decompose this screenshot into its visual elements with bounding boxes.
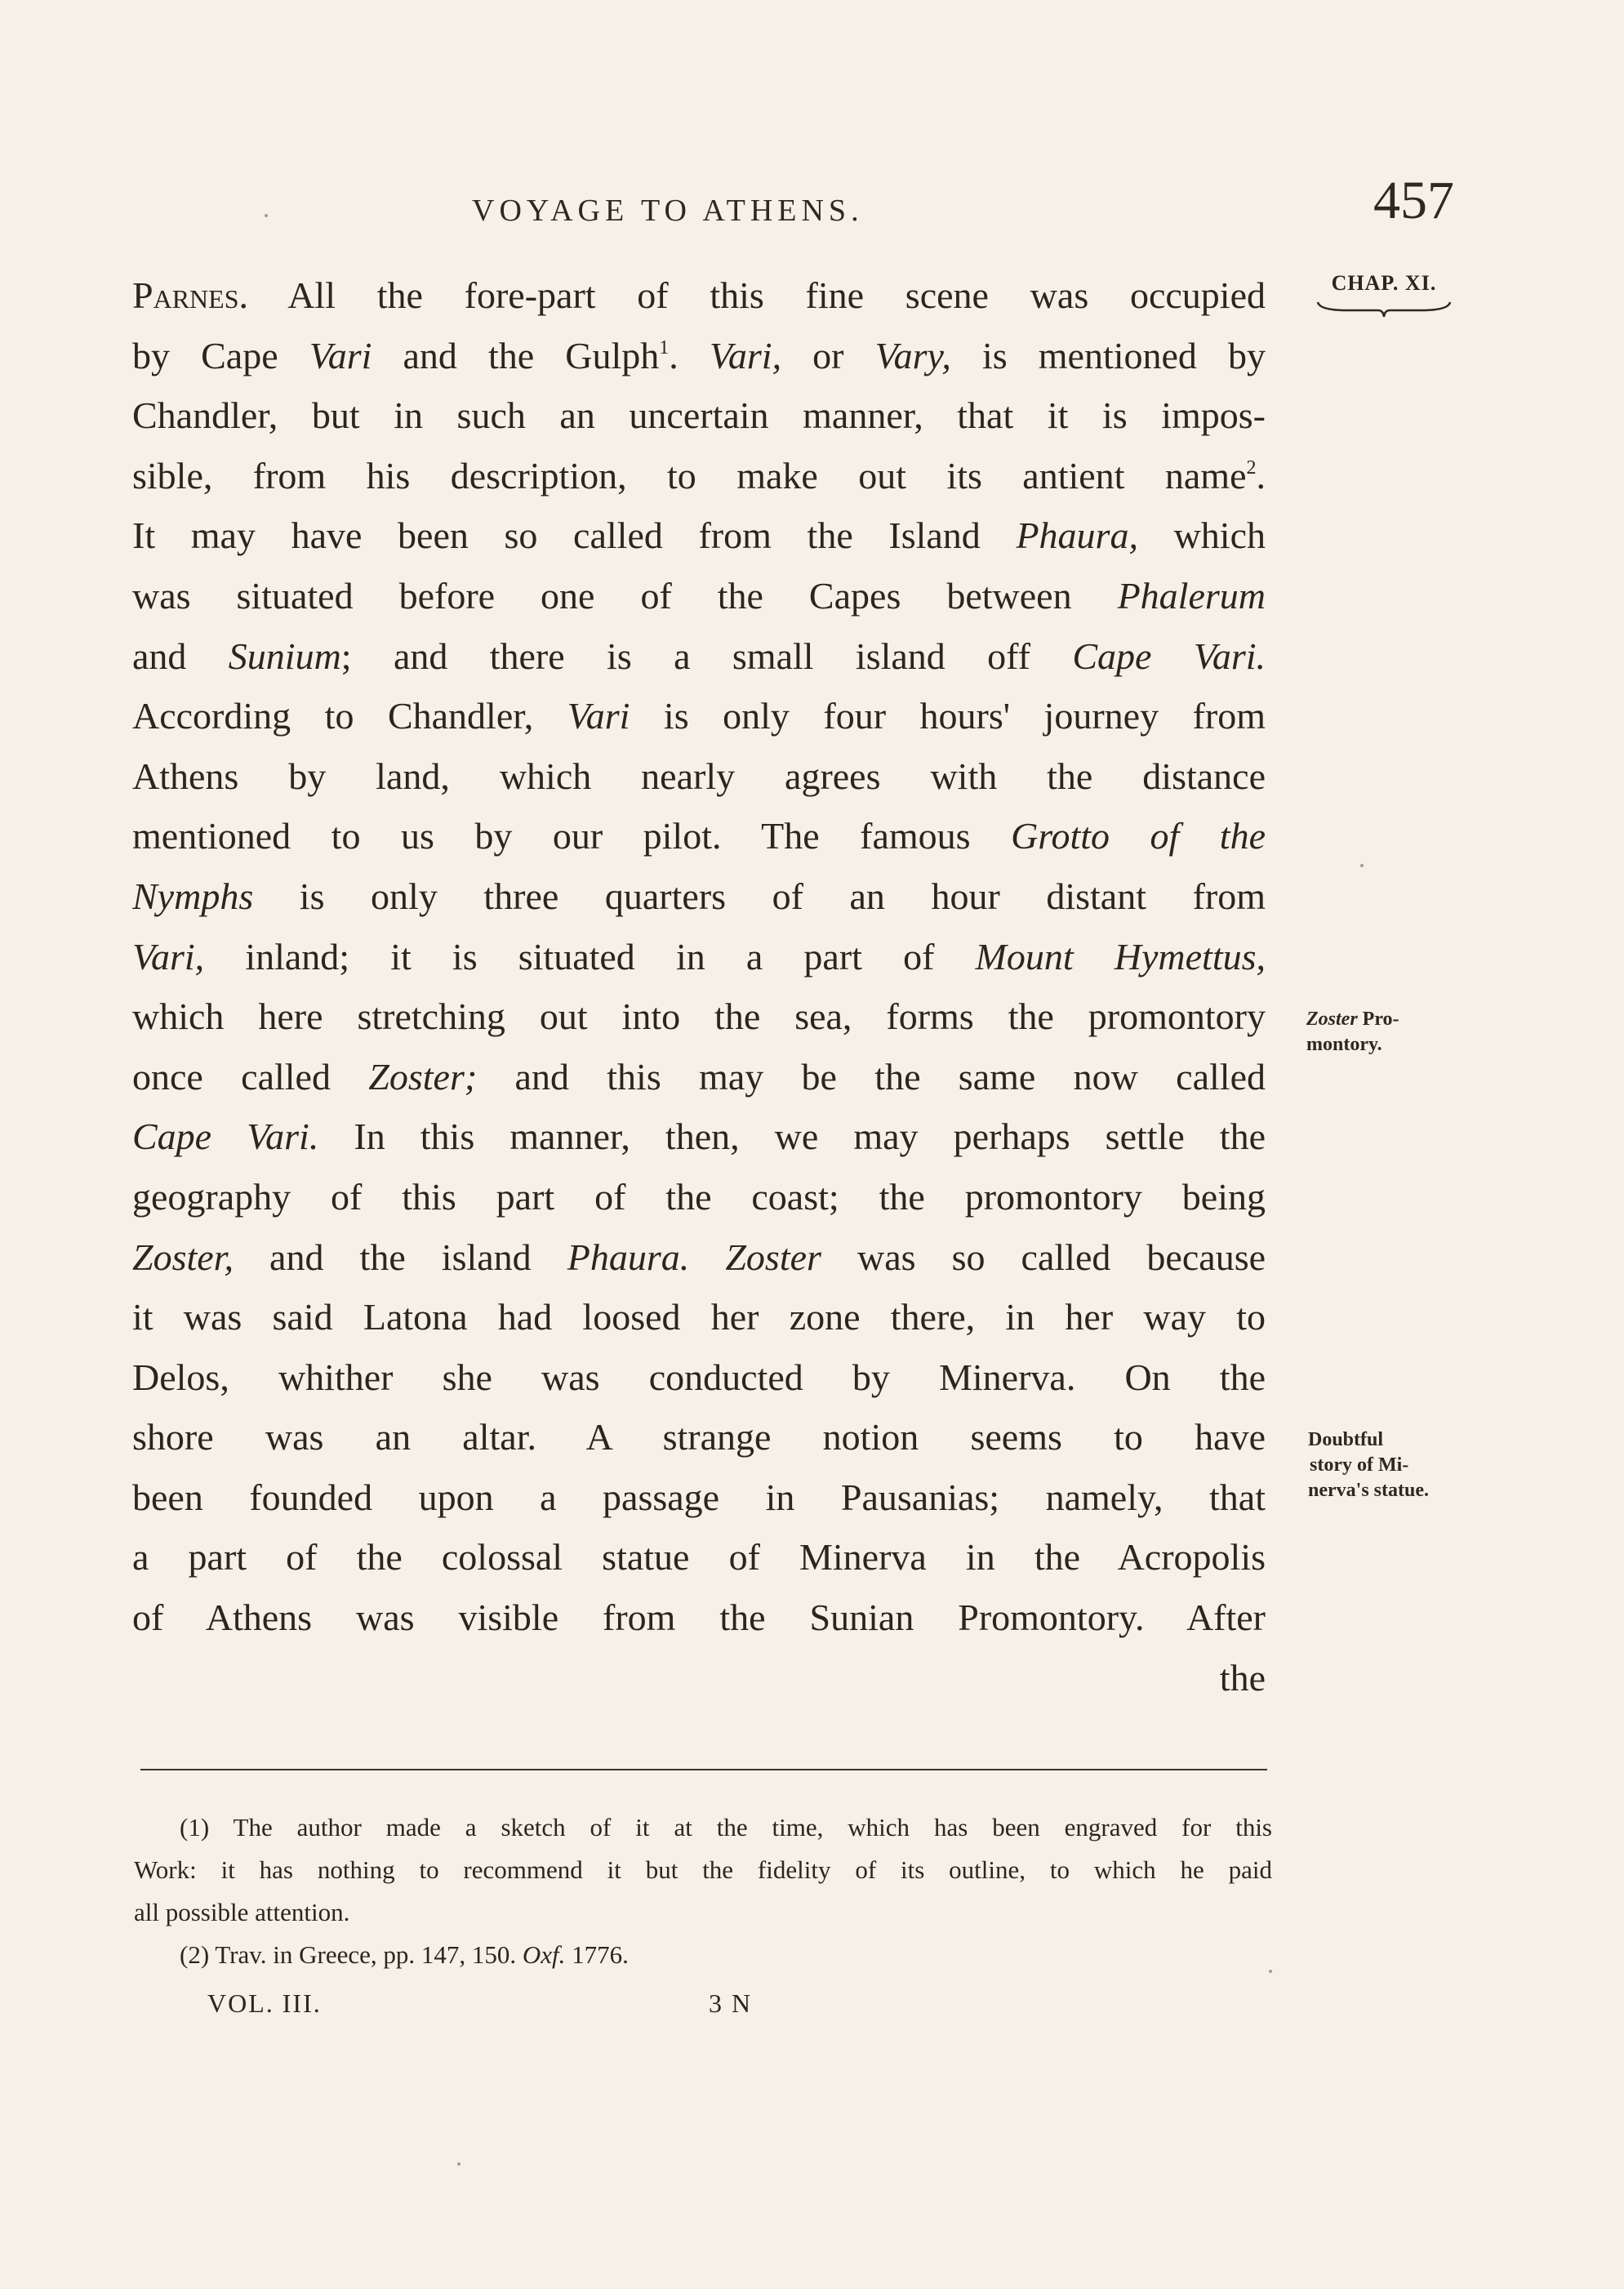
text-run: It may have been so called from the Island	[132, 514, 1017, 557]
text-run: the	[1219, 1656, 1266, 1699]
body-line	[132, 1287, 1266, 1347]
italic-term: Phalerum	[1117, 574, 1266, 617]
body-line	[132, 626, 1266, 687]
paper-speck	[1360, 864, 1364, 867]
text-run: According to Chandler,	[132, 695, 567, 737]
footnote-line: Work: it has nothing to recommend it but the fidelity of its outline, to which he paid	[134, 1855, 1272, 1884]
body-line	[132, 927, 1266, 987]
italic-term: Vari,	[709, 334, 782, 376]
text-run: a part of the colossal statue of Minerva in the Acropolis	[132, 1536, 1266, 1579]
text-run: and this may be the same now called	[477, 1055, 1266, 1098]
brace-icon	[1315, 299, 1453, 318]
italic-term: Grotto of the	[1011, 815, 1266, 857]
footnotes	[134, 1806, 1272, 1976]
body-text	[132, 265, 1266, 1708]
side-note-doubtful	[1308, 1427, 1429, 1503]
text-run: shore was an altar. A strange notion seems to have	[132, 1416, 1266, 1458]
footnote-line: (1) The author made a sketch of it at the time, which has been engraved for this	[180, 1813, 1272, 1841]
text-run: and the island	[233, 1236, 567, 1278]
side-note-italic: Zoster	[1306, 1009, 1358, 1030]
text-run: it was said Latona had loosed her zone there, in her way to	[132, 1296, 1266, 1338]
text-run	[689, 1236, 725, 1278]
paper-speck	[265, 214, 268, 217]
side-note-text: Pro-	[1357, 1009, 1399, 1030]
body-line	[132, 1347, 1266, 1408]
italic-term: Zoster;	[368, 1055, 478, 1098]
volume-mark: VOL. III.	[207, 1988, 322, 2018]
text-run: Delos, whither she was conducted by Minerva. On the	[132, 1356, 1266, 1398]
paper-speck	[457, 2162, 461, 2166]
body-line	[132, 986, 1266, 1047]
text-run: geography of this part of the coast; the promontory being	[132, 1175, 1266, 1218]
footnote-italic: Oxf.	[522, 1940, 566, 1969]
text-run: was so called because	[821, 1236, 1266, 1278]
page-number: 457	[1373, 171, 1454, 230]
text-run: is only four hours' journey from	[630, 695, 1266, 737]
text-run: .	[669, 334, 710, 376]
footnote-text: (2) Trav. in Greece, pp. 147, 150.	[180, 1940, 523, 1969]
body-line	[132, 1527, 1266, 1588]
text-run: and	[132, 635, 229, 677]
text-run: once called	[132, 1055, 369, 1098]
side-note-line: story of Mi-	[1310, 1454, 1409, 1476]
footnote-line	[134, 1934, 1272, 1976]
body-line	[132, 1047, 1266, 1107]
body-line	[132, 265, 1266, 326]
italic-term: Vari	[309, 334, 372, 376]
body-line	[132, 1107, 1266, 1167]
body-line	[132, 326, 1266, 386]
text-run: is only three quarters of an hour distant from	[253, 875, 1266, 917]
chapter-mark	[1315, 271, 1453, 318]
text-run: which here stretching out into the sea, forms the promontory	[132, 995, 1266, 1038]
italic-term: Sunium	[228, 635, 341, 677]
text-run: Chandler, but in such an uncertain manner, that it is impos-	[132, 394, 1266, 437]
text-run: and the Gulph	[372, 334, 660, 376]
italic-term: Vari,	[132, 935, 205, 978]
side-note-zoster	[1306, 1007, 1399, 1058]
text-run: All the fore-part of this fine scene was occupied	[248, 274, 1266, 316]
italic-term: Phaura.	[567, 1236, 690, 1278]
text-run: been founded upon a passage in Pausanias; namely, that	[132, 1476, 1266, 1518]
text-run: of Athens was visible from the Sunian Promontory. After	[132, 1597, 1266, 1639]
footnote-line: all possible attention.	[134, 1898, 350, 1926]
footnote-text: 1776.	[565, 1940, 629, 1969]
side-note-line: montory.	[1306, 1034, 1382, 1055]
body-line	[132, 505, 1266, 566]
body-line	[132, 1467, 1266, 1528]
italic-term: Phaura,	[1016, 514, 1138, 557]
footnote-ref[interactable]: 2	[1246, 456, 1257, 479]
body-line	[132, 1648, 1266, 1708]
body-line	[132, 1588, 1266, 1648]
footnote-ref[interactable]: 1	[659, 336, 670, 358]
italic-term: Zoster,	[132, 1236, 234, 1278]
body-line	[132, 566, 1266, 626]
text-run: or	[781, 334, 875, 376]
text-run: was situated before one of the Capes between	[132, 574, 1118, 617]
text-run: .	[1256, 454, 1266, 497]
body-line	[132, 866, 1266, 927]
paper-speck	[1269, 1970, 1272, 1973]
text-run: Athens by land, which nearly agrees with the distance	[132, 755, 1266, 797]
chapter-label: CHAP. XI.	[1331, 271, 1437, 295]
text-run: by Cape	[132, 334, 309, 376]
running-head: VOYAGE TO ATHENS.	[472, 194, 864, 228]
text-run: which	[1137, 514, 1266, 557]
body-line	[132, 806, 1266, 866]
footnote-rule	[140, 1769, 1267, 1770]
side-note-line: nerva's statue.	[1308, 1480, 1429, 1501]
side-note-line: Doubtful	[1308, 1429, 1384, 1450]
italic-term: Cape Vari.	[1072, 635, 1266, 677]
italic-term: Vari	[567, 695, 630, 737]
text-run: sible, from his description, to make out its antient name	[132, 454, 1247, 497]
italic-term: Vary,	[874, 334, 951, 376]
text-run: Parnes.	[132, 274, 248, 316]
body-line	[132, 1227, 1266, 1288]
text-run: is mentioned by	[950, 334, 1266, 376]
text-run: ; and there is a small island off	[340, 635, 1073, 677]
signature-mark: 3 N	[709, 1988, 753, 2018]
body-line	[132, 446, 1266, 506]
italic-term: Zoster	[725, 1236, 821, 1278]
italic-term: Nymphs	[132, 875, 254, 917]
side-note-line	[1306, 1007, 1399, 1032]
italic-term: Cape Vari.	[132, 1116, 319, 1158]
text-run: inland; it is situated in a part of	[204, 935, 976, 978]
italic-term: Mount Hymettus,	[975, 935, 1266, 978]
body-line	[132, 686, 1266, 746]
body-line	[132, 1167, 1266, 1227]
text-run: mentioned to us by our pilot. The famous	[132, 815, 1012, 857]
text-run: In this manner, then, we may perhaps settle the	[318, 1116, 1266, 1158]
body-line	[132, 385, 1266, 446]
body-line	[132, 1407, 1266, 1467]
body-line	[132, 746, 1266, 807]
